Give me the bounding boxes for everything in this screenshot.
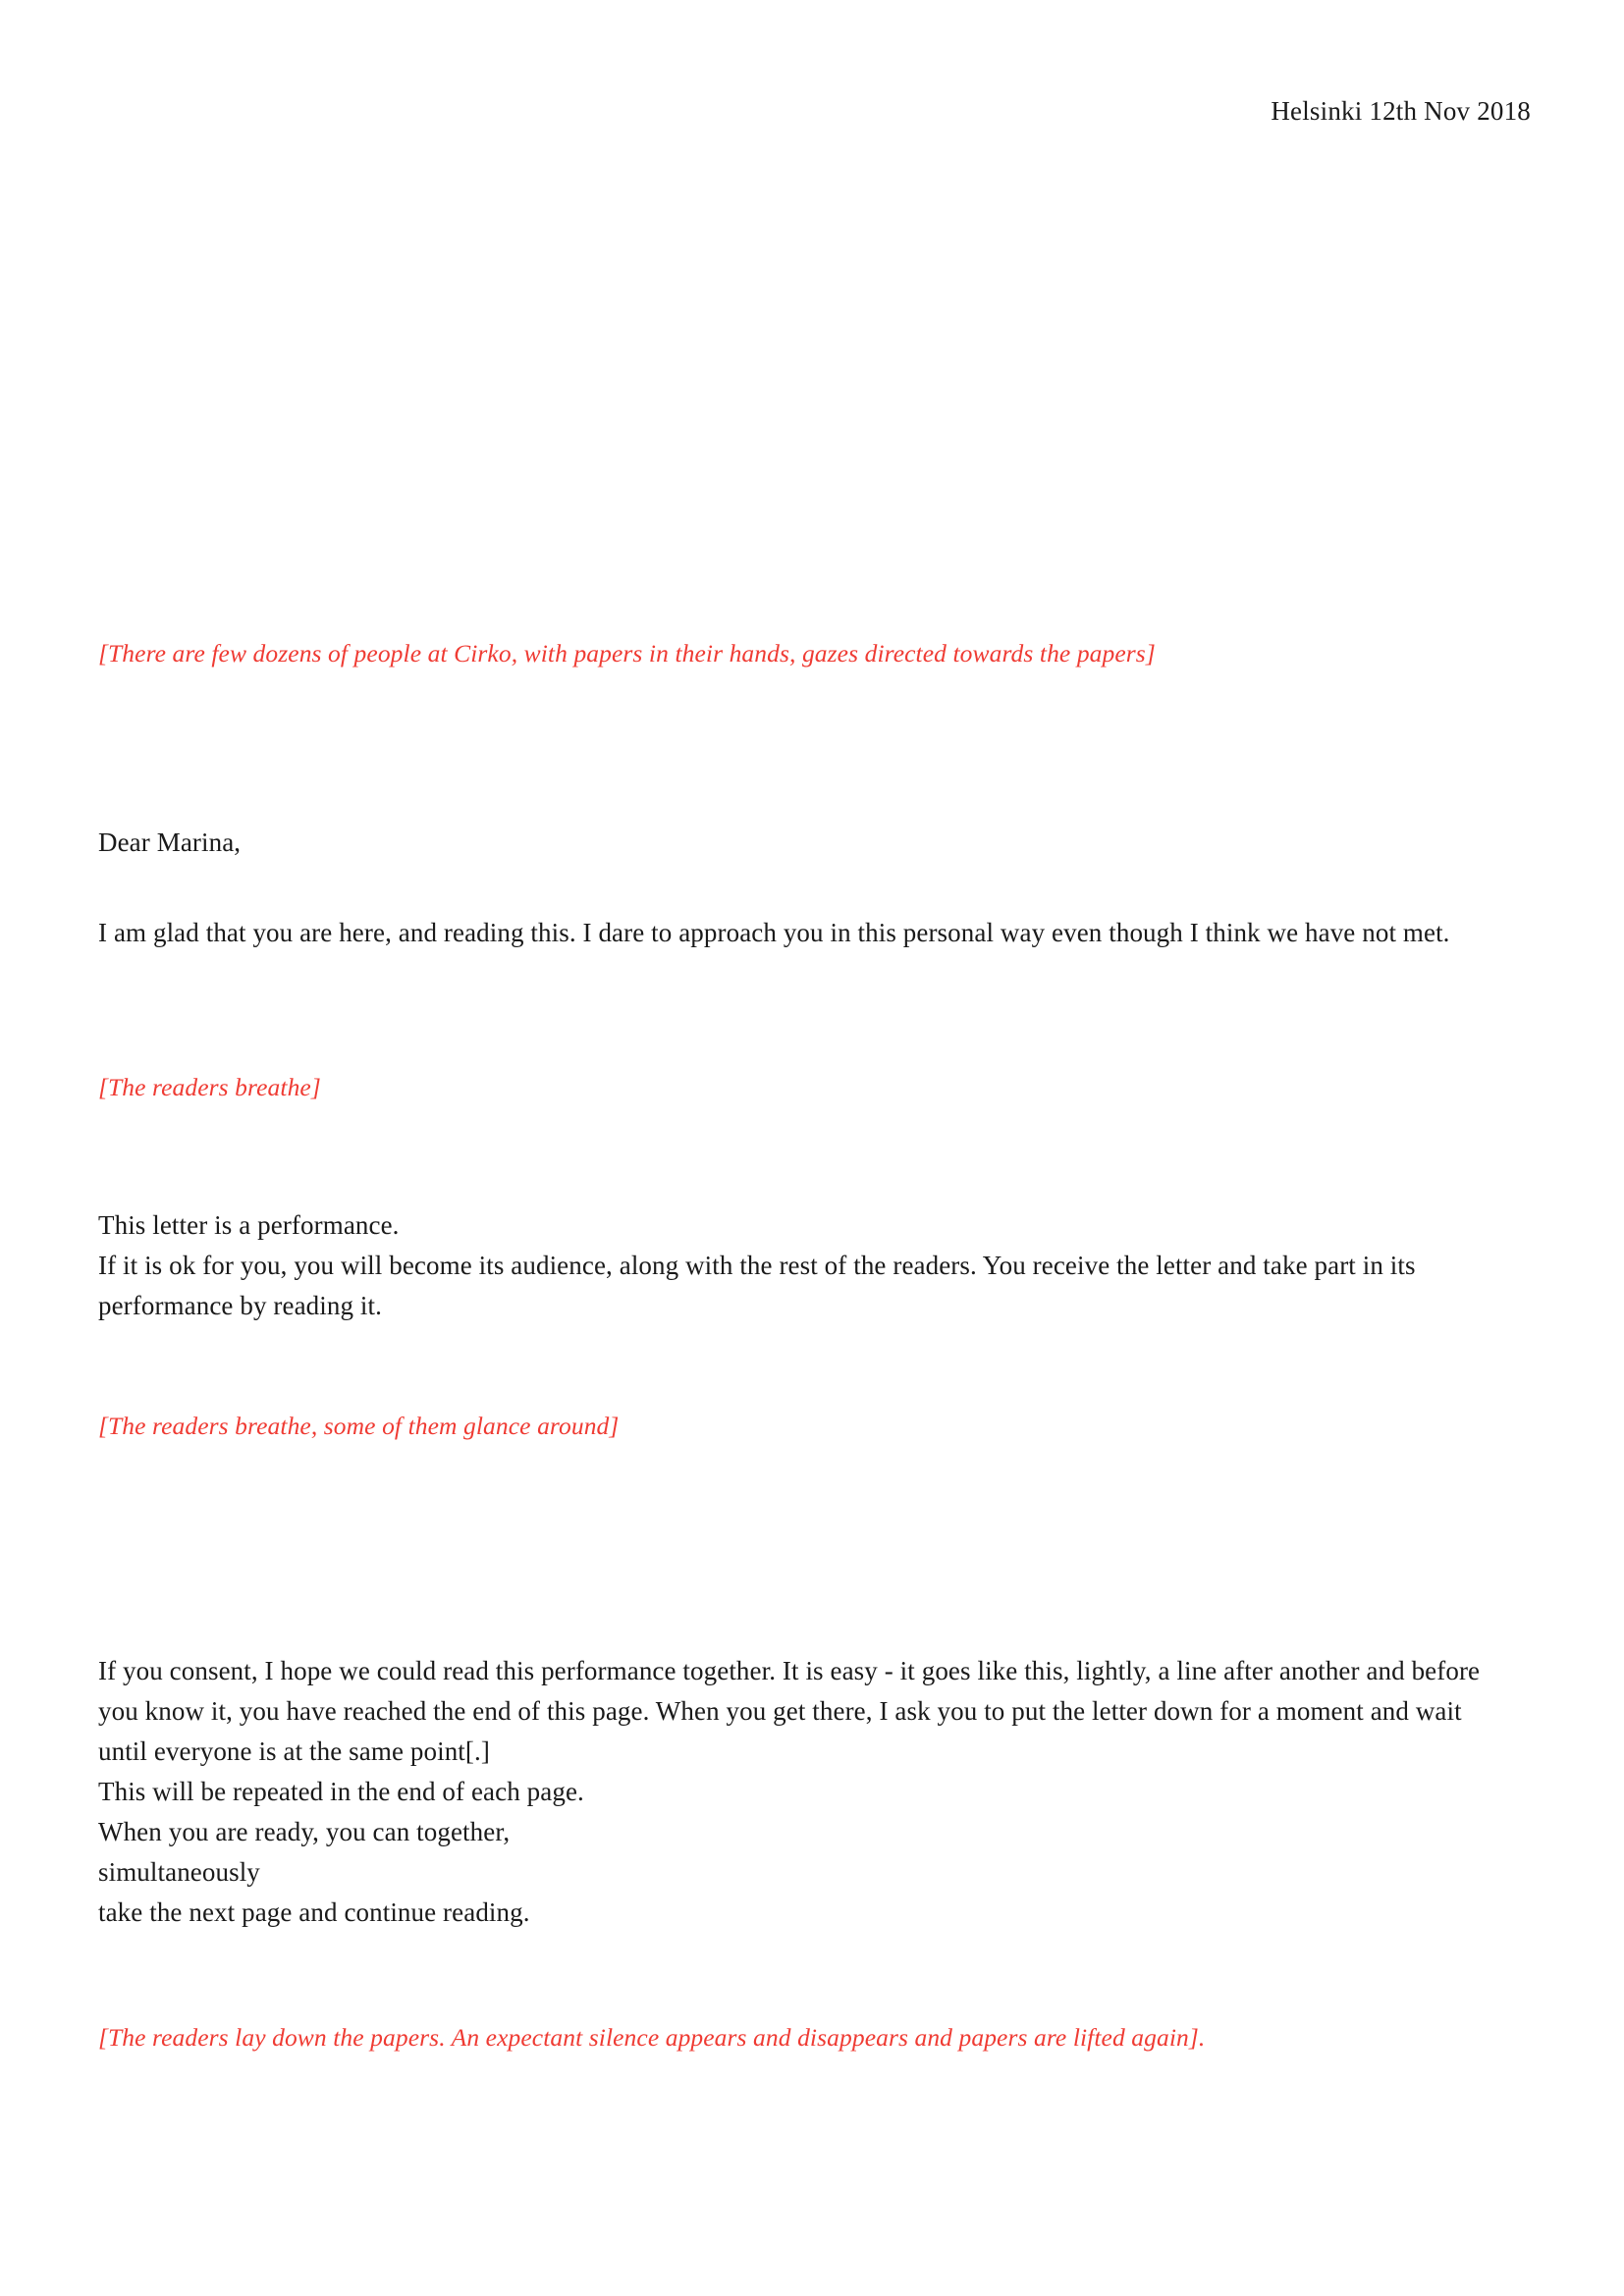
stage-direction-1: [There are few dozens of people at Cirko, with papers in their hands, gazes directed towards the papers]: [98, 639, 1156, 667]
paragraph-3-line-2: This will be repeated in the end of each page.: [98, 1777, 584, 1807]
paragraph-3-line-4: simultaneously: [98, 1857, 260, 1888]
paragraph-3-line-5: take the next page and continue reading.: [98, 1897, 530, 1928]
paragraph-2-line-2: If it is ok for you, you will become its audience, along with the rest of the readers. You receive the letter and take part in its performance by reading it.: [98, 1251, 1416, 1321]
paragraph-2: [98, 1205, 1492, 1326]
paragraph-3-line-3: When you are ready, you can together,: [98, 1817, 511, 1847]
stage-direction-4: [The readers lay down the papers. An expectant silence appears and disappears and papers are lifted again].: [98, 2023, 1206, 2052]
paragraph-1: I am glad that you are here, and reading this. I dare to approach you in this personal way even though I think we have not met.: [98, 918, 1450, 947]
dateline: Helsinki 12th Nov 2018: [1271, 96, 1531, 126]
page-content: [98, 0, 1531, 2052]
salutation: Dear Marina,: [98, 828, 242, 857]
stage-direction-2: [The readers breathe]: [98, 1073, 321, 1101]
stage-direction-3: [The readers breathe, some of them glance around]: [98, 1412, 620, 1440]
paragraph-2-line-1: This letter is a performance.: [98, 1210, 400, 1240]
paragraph-3-line-1: If you consent, I hope we could read this performance together. It is easy - it goes like this, lightly, a line after another and before you know it, you have reached the end of this page. When you get there, I ask you to put the letter down for a moment and wait until everyone is at the same point[.]: [98, 1656, 1481, 1767]
paragraph-3: [98, 1651, 1502, 1933]
